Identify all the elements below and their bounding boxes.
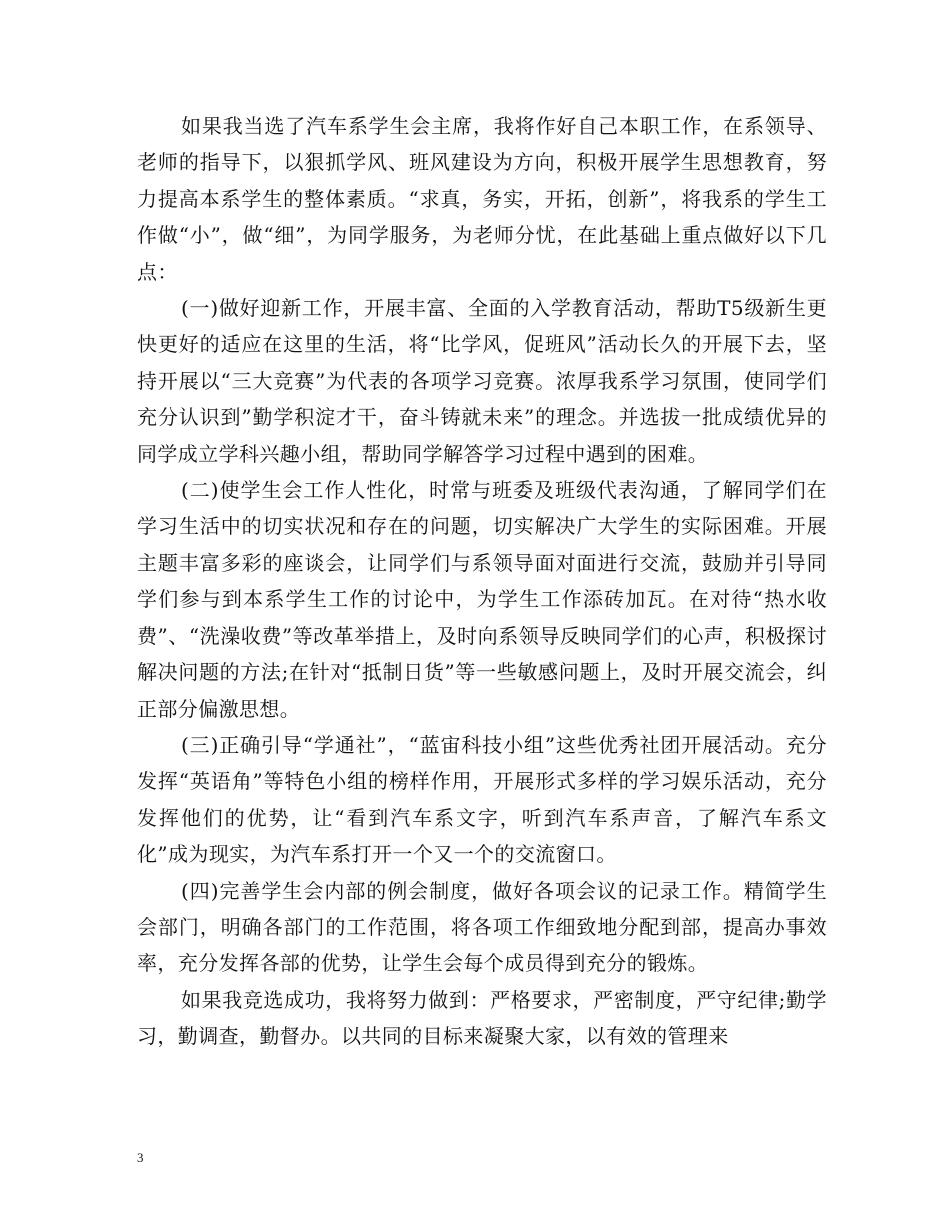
paragraph-intro: 如果我当选了汽车系学生会主席，我将作好自己本职工作，在系领导、老师的指导下，以狠抓学风、班风建设为方向，积极开展学生思想教育，努力提高本系学生的整体素质。“求真，务实，开拓，创新”，将我系的学生工作做“小”，做“细”，为同学服务，为老师分忧，在此基础上重点做好以下几点： xyxy=(137,114,827,284)
page-number: 3 xyxy=(137,1150,144,1165)
paragraph-closing: 如果我竞选成功，我将努力做到：严格要求，严密制度，严守纪律;勤学习，勤调查，勤督办。以共同的目标来凝聚大家，以有效的管理来 xyxy=(137,987,827,1049)
document-body xyxy=(137,108,827,1055)
paragraph-item-2: (二)使学生会工作人性化，时常与班委及班级代表沟通，了解同学们在学习生活中的切实状况和存在的问题，切实解决广大学生的实际困难。开展主题丰富多彩的座谈会，让同学们与系领导面对面进行交流，鼓励并引导同学们参与到本系学生工作的讨论中，为学生工作添砖加瓦。在对待“热水收费”、“洗澡收费”等改革举措上，及时向系领导反映同学们的心声，积极探讨解决问题的方法;在针对“抵制日货”等一些敏感问题上，及时开展交流会，纠正部分偏激思想。 xyxy=(137,478,827,721)
paragraph-item-3: (三)正确引导“学通社”，“蓝宙科技小组”这些优秀社团开展活动。充分发挥“英语角”等特色小组的榜样作用，开展形式多样的学习娱乐活动，充分发挥他们的优势，让“看到汽车系文字，听到汽车系声音，了解汽车系文化”成为现实，为汽车系打开一个又一个的交流窗口。 xyxy=(137,732,827,867)
paragraph-item-4: (四)完善学生会内部的例会制度，做好各项会议的记录工作。精简学生会部门，明确各部门的工作范围，将各项工作细致地分配到部，提高办事效率，充分发挥各部的优势，让学生会每个成员得到充分的锻炼。 xyxy=(137,878,827,976)
paragraph-item-1: (一)做好迎新工作，开展丰富、全面的入学教育活动，帮助T5级新生更快更好的适应在这里的生活，将“比学风，促班风”活动长久的开展下去，坚持开展以“三大竞赛”为代表的各项学习竞赛。浓厚我系学习氛围，使同学们充分认识到”勤学积淀才干，奋斗铸就未来”的理念。并选拔一批成绩优异的同学成立学科兴趣小组，帮助同学解答学习过程中遇到的困难。 xyxy=(137,296,827,466)
